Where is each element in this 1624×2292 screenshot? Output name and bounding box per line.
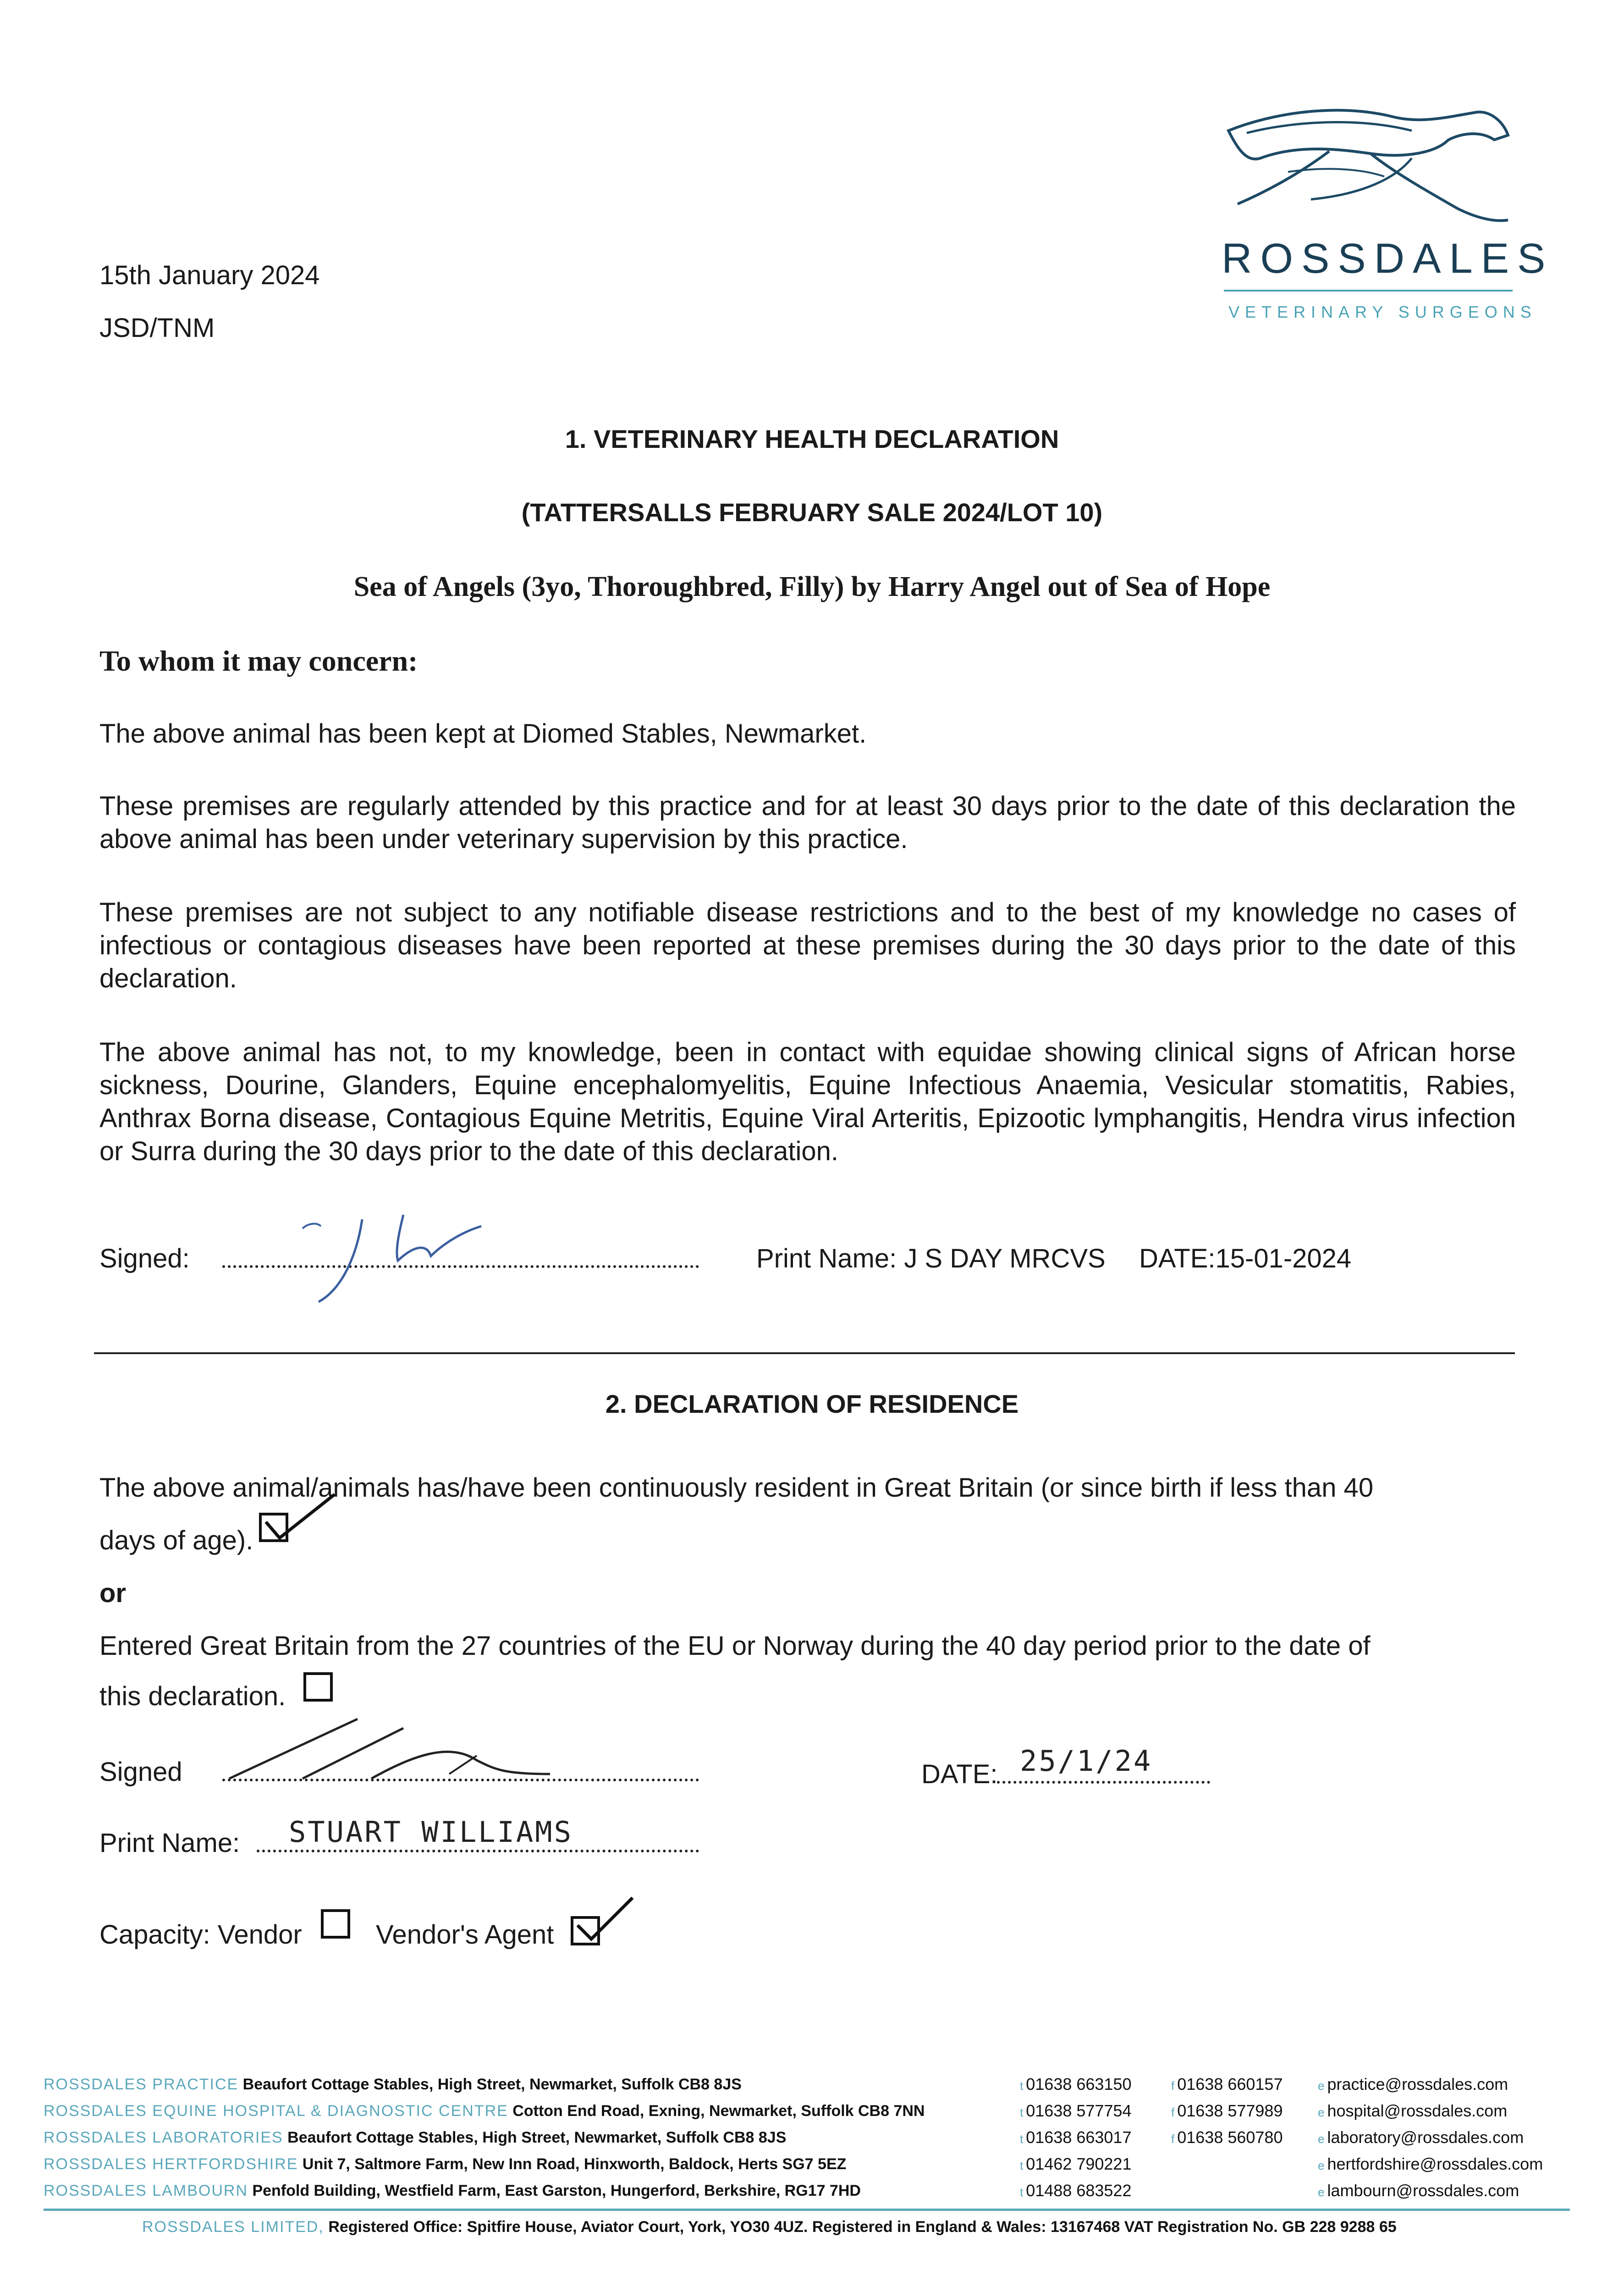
footer-faxes: f 01638 660157 f 01638 577989 f 01638 560780 bbox=[1171, 2075, 1283, 2147]
paragraph-supervision: These premises are regularly attended by this practice and for at least 30 days prior to the date of this declaration the above animal has been under veterinary supervision by this practice. bbox=[99, 791, 1516, 854]
logo-rule bbox=[1224, 290, 1513, 292]
horse-details: Sea of Angels (3yo, Thoroughbred, Filly) by Harry Angel out of Sea of Hope bbox=[353, 571, 1271, 602]
section2-heading: 2. DECLARATION OF RESIDENCE bbox=[605, 1389, 1019, 1418]
horse-logo bbox=[1219, 99, 1513, 236]
footer-hertfordshire-address: Unit 7, Saltmore Farm, New Inn Road, Hinxworth, Baldock, Herts SG7 5EZ bbox=[302, 2155, 847, 2173]
signed-label-vendor: Signed bbox=[99, 1757, 182, 1787]
residence-option1-line1: The above animal/animals has/have been continuously resident in Great Britain (or since birth if less than 40 bbox=[99, 1473, 1374, 1503]
residence-option2-line2: this declaration. bbox=[99, 1681, 286, 1711]
paragraph-contact: The above animal has not, to my knowledge, been in contact with equidae showing clinical signs of African horse sickness, Dourine, Glanders, Equine encephalomyelitis, Equine Infectious Anaemia, Vesicular stomatitis, Rabies, Anthrax Borna disease, Contagious Equine Metritis, Equine Viral Arteritis, Epizootic lymphangitis, Hendra virus infection or Surra during the 30 days prior to the date of this declaration. bbox=[99, 1037, 1516, 1166]
footer-emails: e practice@rossdales.com e hospital@rossdales.com e laboratory@rossdales.com e hertfordshire@rossdales.com e lambourn@rossdales.com bbox=[1318, 2075, 1543, 2200]
vendor-print-name-line bbox=[257, 1850, 699, 1852]
footer-hospital-name: ROSSDALES EQUINE HOSPITAL & DIAGNOSTIC CENTRE bbox=[44, 2102, 508, 2120]
email-hospital[interactable]: hospital@rossdales.com bbox=[1327, 2101, 1508, 2120]
footer-hertfordshire-name: ROSSDALES HERTFORDSHIRE bbox=[44, 2155, 298, 2173]
footer-hospital-address: Cotton End Road, Exning, Newmarket, Suffolk CB8 7NN bbox=[512, 2102, 925, 2120]
capacity-vendor-checkbox[interactable] bbox=[321, 1909, 350, 1939]
check-mark-icon bbox=[261, 1490, 339, 1549]
capacity-agent-label: Vendor's Agent bbox=[376, 1920, 554, 1950]
vendor-date-line bbox=[997, 1781, 1210, 1784]
sale-reference: (TATTERSALLS FEBRUARY SALE 2024/LOT 10) bbox=[521, 498, 1103, 527]
logo-wordmark: ROSSDALES bbox=[1222, 235, 1554, 282]
footer-row-hertfordshire bbox=[44, 2155, 846, 2173]
fax-laboratories: 01638 560780 bbox=[1177, 2128, 1283, 2147]
vet-signature bbox=[275, 1201, 513, 1311]
vendor-date-label: DATE: bbox=[921, 1759, 998, 1789]
vendor-date-value: 25/1/24 bbox=[1020, 1744, 1153, 1778]
fax-practice: 01638 660157 bbox=[1177, 2075, 1283, 2094]
phone-laboratories: 01638 663017 bbox=[1026, 2128, 1132, 2147]
or-label: or bbox=[99, 1578, 126, 1608]
vendor-signature bbox=[220, 1710, 633, 1792]
check-mark-icon bbox=[573, 1893, 637, 1948]
signed-label-vet: Signed: bbox=[99, 1244, 190, 1273]
phone-hospital: 01638 577754 bbox=[1026, 2101, 1132, 2120]
email-lambourn[interactable]: lambourn@rossdales.com bbox=[1327, 2181, 1519, 2200]
section1-heading: 1. VETERINARY HEALTH DECLARATION bbox=[565, 424, 1059, 453]
logo-subtitle: VETERINARY SURGEONS bbox=[1228, 303, 1537, 321]
salutation: To whom it may concern: bbox=[99, 645, 418, 677]
fax-hospital: 01638 577989 bbox=[1177, 2101, 1283, 2120]
email-laboratory[interactable]: laboratory@rossdales.com bbox=[1327, 2128, 1524, 2147]
residence-entered-checkbox[interactable] bbox=[303, 1672, 333, 1702]
footer-row-lambourn bbox=[44, 2182, 861, 2200]
footer-laboratories-name: ROSSDALES LABORATORIES bbox=[44, 2129, 283, 2146]
residence-option2-line1: Entered Great Britain from the 27 countries of the EU or Norway during the 40 day period prior to the date of bbox=[99, 1631, 1371, 1661]
section-divider bbox=[94, 1352, 1515, 1354]
residence-option1-line2: days of age). bbox=[99, 1526, 253, 1555]
footer-lambourn-name: ROSSDALES LAMBOURN bbox=[44, 2182, 248, 2199]
vendor-print-name-value: STUART WILLIAMS bbox=[289, 1815, 573, 1849]
phone-hertfordshire: 01462 790221 bbox=[1026, 2154, 1132, 2173]
email-hertfordshire[interactable]: hertfordshire@rossdales.com bbox=[1327, 2154, 1543, 2173]
footer-row-hospital bbox=[44, 2102, 925, 2120]
vendor-print-name-label: Print Name: bbox=[99, 1828, 240, 1858]
letter-date: 15th January 2024 bbox=[99, 260, 320, 290]
footer-company-name: ROSSDALES LIMITED, bbox=[142, 2218, 324, 2236]
footer-laboratories-address: Beaufort Cottage Stables, High Street, Newmarket, Suffolk CB8 8JS bbox=[287, 2129, 787, 2146]
footer-practice-name: ROSSDALES PRACTICE bbox=[44, 2076, 239, 2093]
footer-phones: t 01638 663150 t 01638 577754 t 01638 663017 t 01462 790221 t 01488 683522 bbox=[1020, 2075, 1132, 2200]
paragraph-kept: The above animal has been kept at Diomed Stables, Newmarket. bbox=[99, 719, 867, 749]
phone-lambourn: 01488 683522 bbox=[1026, 2181, 1132, 2200]
footer-registered-office: Registered Office: Spitfire House, Aviator Court, York, YO30 4UZ. Registered in England & Wales: 13167468 VAT Registration No. GB 228 9288 65 bbox=[328, 2218, 1397, 2236]
footer-lambourn-address: Penfold Building, Westfield Farm, East Garston, Hungerford, Berkshire, RG17 7HD bbox=[252, 2182, 861, 2199]
letter-reference: JSD/TNM bbox=[99, 313, 215, 343]
email-practice[interactable]: practice@rossdales.com bbox=[1327, 2075, 1508, 2094]
footer-practice-address: Beaufort Cottage Stables, High Street, Newmarket, Suffolk CB8 8JS bbox=[242, 2076, 742, 2093]
paragraph-restrictions: These premises are not subject to any notifiable disease restrictions and to the best of my knowledge no cases of infectious or contagious diseases have been reported at these premises during the 30 days prior to the date of this declaration. bbox=[99, 898, 1516, 993]
vet-print-name: Print Name: J S DAY MRCVS bbox=[756, 1244, 1106, 1273]
vet-date: DATE:15-01-2024 bbox=[1139, 1244, 1352, 1273]
footer-row-laboratories bbox=[44, 2128, 786, 2147]
phone-practice: 01638 663150 bbox=[1026, 2075, 1132, 2094]
footer-row-practice bbox=[44, 2075, 742, 2094]
footer-registration bbox=[142, 2218, 1397, 2236]
capacity-label: Capacity: Vendor bbox=[99, 1920, 302, 1950]
footer-rule bbox=[44, 2209, 1570, 2211]
